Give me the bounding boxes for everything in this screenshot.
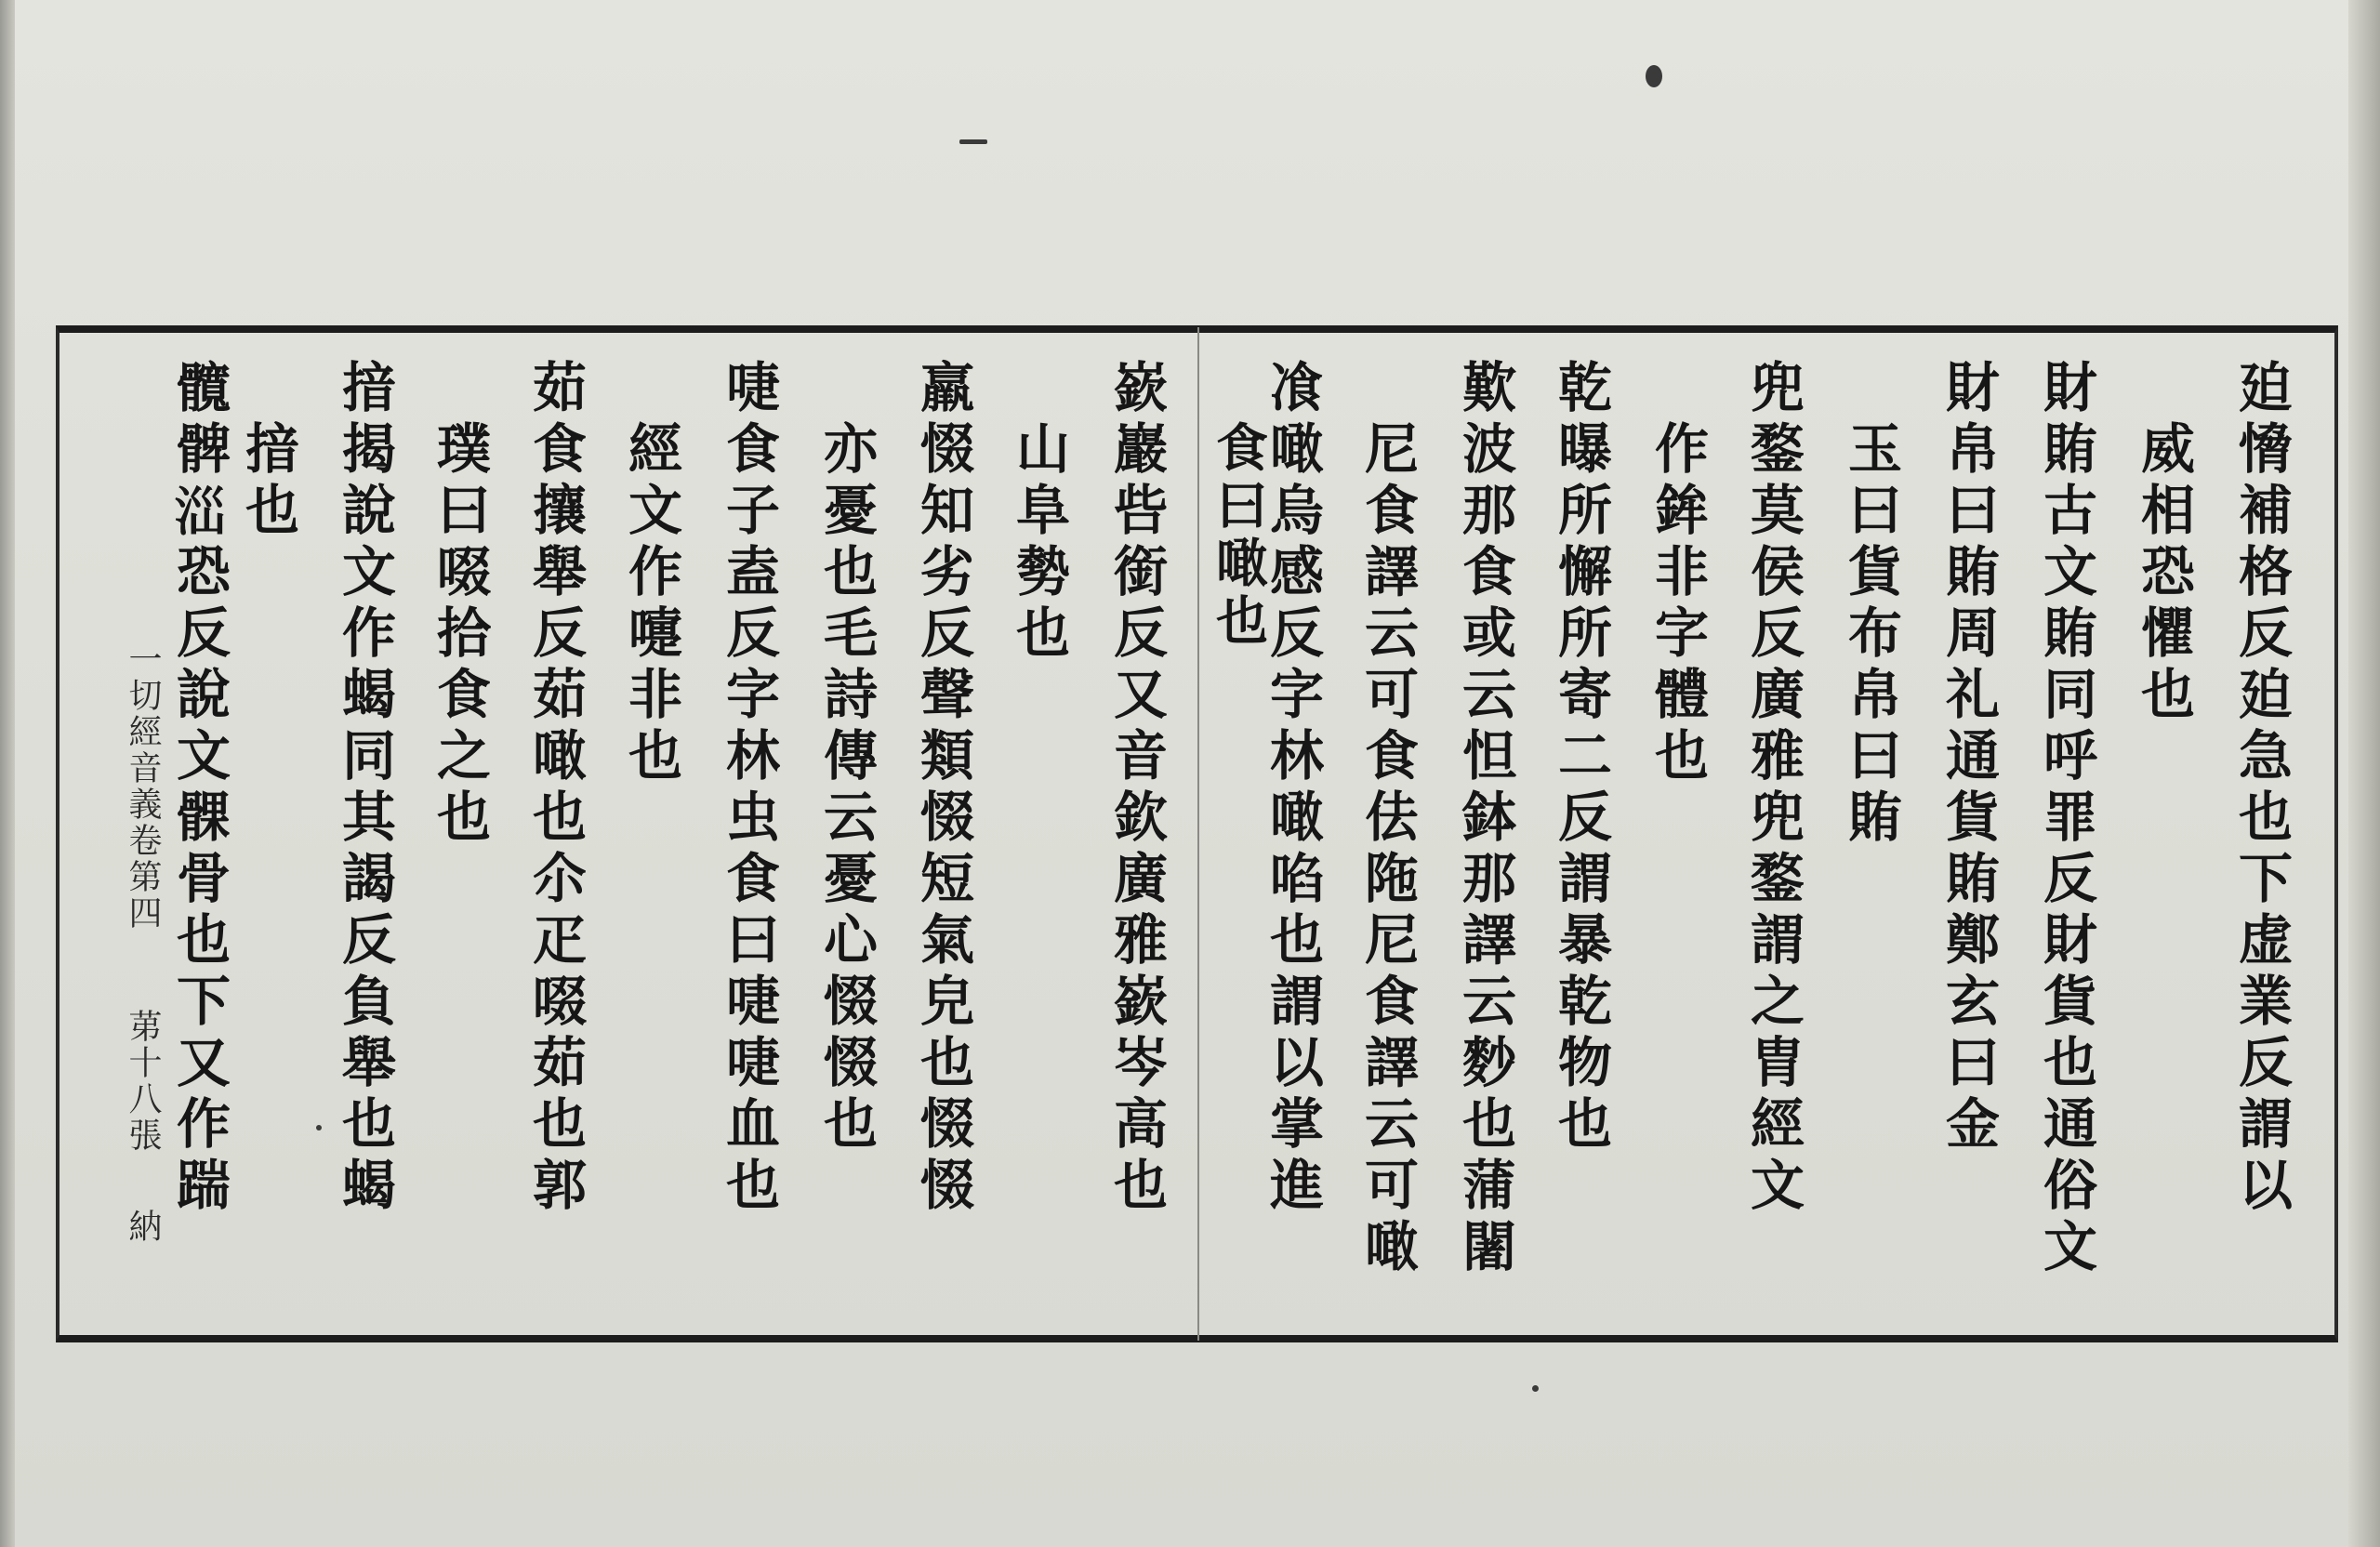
ink-speck xyxy=(959,139,987,144)
ink-speck xyxy=(316,1125,322,1130)
text-column-15: 羸惙知劣反聲類惙短氣皃也惙惙 xyxy=(911,359,974,1218)
leaf-number-note: 苐十八張 xyxy=(124,1009,162,1154)
ink-speck xyxy=(1646,65,1662,87)
text-column-1: 廹愶補格反廹急也下虚業反謂以 xyxy=(2229,359,2293,1218)
text-column-17: 啑食子盍反字林虫食曰啑啑血也 xyxy=(717,359,780,1218)
page-fold-left xyxy=(0,0,15,1547)
text-column-13: 嶔巖呰銜反又音欽廣雅嶔岑高也 xyxy=(1104,359,1168,1218)
center-fold-line xyxy=(1197,327,1199,1341)
page-fold-right xyxy=(2348,0,2380,1547)
text-column-12: 食曰噉也 xyxy=(1208,420,1269,651)
text-column-22: 揞也 xyxy=(236,420,299,543)
text-column-8: 乾曝所懈所寄二反謂暴乾物也 xyxy=(1549,359,1612,1157)
text-column-7: 作鉾非字體也 xyxy=(1646,420,1709,788)
text-column-18: 經文作嚏非也 xyxy=(619,420,682,788)
volume-title-note: 一切經音義卷第四 xyxy=(124,641,162,932)
text-column-14: 山阜勢也 xyxy=(1007,420,1070,666)
text-column-20: 璞曰啜拾食之也 xyxy=(428,420,491,850)
ink-speck xyxy=(1532,1385,1539,1392)
text-column-21: 揞揭說文作蝎同其謁反負舉也蝎 xyxy=(333,359,396,1218)
text-column-5: 玉曰貨布帛曰賄 xyxy=(1839,420,1902,850)
text-column-11: 飡噉烏感反字林噉啗也謂以掌進 xyxy=(1261,359,1324,1218)
text-column-2: 威相恐懼也 xyxy=(2132,420,2195,727)
text-column-23: 髖髀𣳺恐反說文髁骨也下又作踹 xyxy=(167,359,231,1218)
stamp-note: 納 xyxy=(124,1209,162,1245)
text-column-9: 歎波那食或云怛鉢那譯云麨也蒲闍 xyxy=(1453,359,1516,1279)
text-column-19: 茹食攘舉反茹噉也尒疋啜茹也郭 xyxy=(523,359,587,1218)
text-column-16: 亦憂也毛詩傳云憂心惙惙也 xyxy=(814,420,878,1157)
text-column-4: 財帛曰賄周礼通貨賄鄭玄曰金 xyxy=(1937,359,2000,1157)
text-column-10: 尼食譯云可食佉陁尼食譯云可噉 xyxy=(1355,420,1419,1279)
text-column-3: 財賄古文賄同呼罪反財貨也通俗文 xyxy=(2034,359,2097,1279)
text-column-6: 兜鍪莫侯反廣雅兜鍪謂之胄經文 xyxy=(1741,359,1805,1218)
